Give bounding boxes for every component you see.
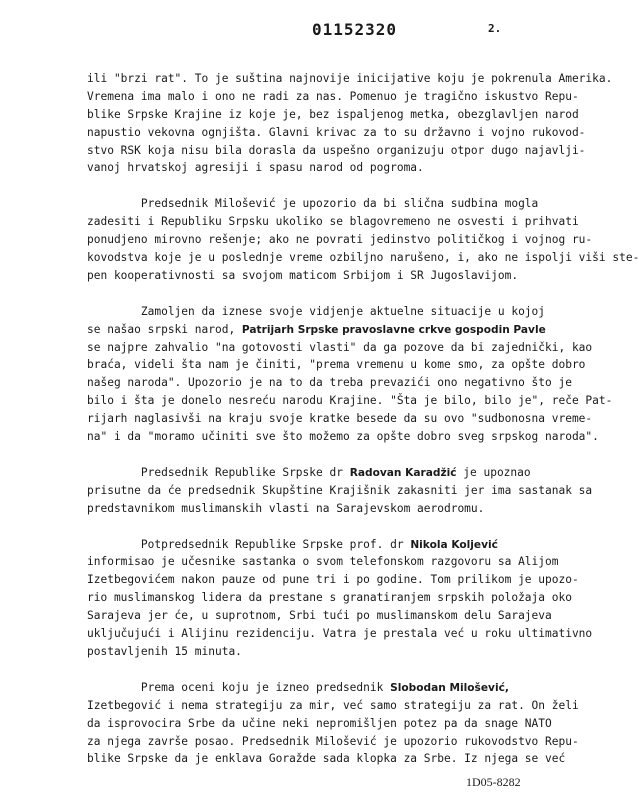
- milosevic-name: Slobodan Milošević,: [390, 681, 509, 694]
- text-line: bilo i šta je donelo nesreću narodu Krajine. "Šta je bilo, bilo je", reče Pat-: [87, 394, 613, 408]
- line-text: Potpredsednik Republike Srpske prof. dr: [87, 537, 411, 551]
- line-text: Predsednik Republike Srpske dr: [87, 465, 350, 479]
- text-line: napustio vekovna ognjišta. Glavni krivac za to su državno i vojno rukovod-: [87, 125, 586, 139]
- paragraph-1: [87, 70, 613, 177]
- text-line: kovodstva koje je u poslednje vreme ozbiljno narušeno, i, ako ne ispolji viši ste-: [87, 251, 639, 265]
- document-body: [87, 70, 639, 768]
- text-line: predstavnikom muslimanskih vlasti na Sarajevskom aerodromu.: [87, 501, 485, 515]
- text-line: našeg naroda". Upozorio je na to da treba prevazići ono negativno što je: [87, 376, 572, 390]
- text-line: rio muslimanskog lidera da prestane s granatiranjem srpskih položaja oko: [87, 591, 572, 605]
- document-number: 01152320: [312, 20, 398, 39]
- text-line: Izetbegovićem nakon pauze od pune tri i po godine. Tom prilikom je upozo-: [87, 573, 579, 587]
- text-line: [87, 679, 549, 697]
- text-line: ponudjeno mirovno rešenje; ako ne povrati jedinstvo političkog i vojnog ru-: [87, 233, 593, 247]
- text-line: [87, 464, 549, 482]
- text-line: Vremena ima malo i ono ne radi za nas. Pomenuo je tragično iskustvo Repu-: [87, 89, 579, 103]
- text-line: za njega završe posao. Predsednik Milošević je upozorio rukovodstvo Repu-: [87, 734, 579, 748]
- text-line: rijarh naglasivši na kraju svoje kratke besede da su ovo "sudbonosna vreme-: [87, 412, 593, 426]
- text-line: [87, 321, 549, 339]
- patriarch-name: Patrijarh Srpske pravoslavne crkve gospodin Pavle: [241, 323, 546, 336]
- karadzic-name: Radovan Karadžić: [349, 466, 457, 479]
- archive-stamp: 1D05-8282: [466, 775, 521, 789]
- text-line: uključujući i Alijinu rezidenciju. Vatra je prestala već u roku ultimativno: [87, 627, 593, 641]
- text-line: zadesiti i Republiku Srpsku ukoliko se blagovremeno ne osvesti i prihvati: [87, 215, 579, 229]
- text-line: prisutne da će predsednik Skupštine Krajišnik zakasniti jer ima sastanak sa: [87, 483, 593, 497]
- line-text: Prema oceni koju je izneo predsednik: [87, 680, 391, 694]
- paragraph-5: [87, 536, 593, 661]
- text-line: Sarajeva jer će, u suprotnom, Srbi tući po muslimanskom delu Sarajeva: [87, 609, 552, 623]
- paragraph-4: [87, 464, 593, 518]
- text-line: Izetbegović i nema strategiju za mir, već samo strategiju za rat. On želi: [87, 698, 579, 712]
- text-line: blike Srpske Krajine iz koje je, bez ispaljenog metka, obezglavljen narod: [87, 107, 579, 121]
- page-number: 2.: [488, 22, 502, 35]
- text-line: informisao je učesnike sastanka o svom telefonskom razgovoru sa Alijom: [87, 555, 559, 569]
- text-line: braća, videli šta nam je činiti, "prema vremenu u kome smo, za opšte dobro: [87, 358, 586, 372]
- line-text: je upoznao: [456, 465, 531, 479]
- text-line: da isprovocira Srbe da učine neki nepromišljen potez pa da snage NATO: [87, 716, 552, 730]
- text-line: na" i da "moramo učiniti sve što možemo za opšte dobro sveg srpskog naroda".: [87, 430, 599, 444]
- paragraph-2: [87, 195, 639, 284]
- text-line: vanoj hrvatskoj agresiji i spasu narod od pogroma.: [87, 161, 424, 175]
- text-line: stvo RSK koja nisu bila dorasla da uspešno organizuju otpor dugo najavlji-: [87, 143, 586, 157]
- text-line: [87, 536, 549, 554]
- paragraph-3: [87, 303, 613, 446]
- text-line: pen kooperativnosti sa svojom maticom Srbijom i SR Jugoslavijom.: [87, 268, 519, 282]
- text-line: blike Srpske da je enklava Goražde sada klopka za Srbe. Iz njega se već: [87, 752, 566, 766]
- text-line: postavljenih 15 minuta.: [87, 644, 242, 658]
- text-line: Zamoljen da iznese svoje vidjenje aktuelne situacije u kojoj: [87, 304, 546, 318]
- text-line: ili "brzi rat". To je suština najnovije inicijative koju je pokrenula Amerika.: [87, 72, 613, 85]
- paragraph-6: [87, 679, 579, 768]
- text-line: Predsednik Milošević je upozorio da bi slična sudbina mogla: [87, 197, 539, 211]
- line-text: se našao srpski narod,: [87, 322, 242, 336]
- text-line: se najpre zahvalio "na gotovosti vlasti" da ga pozove da bi zajednički, kao: [87, 340, 593, 354]
- koljevic-name: Nikola Koljević: [410, 538, 498, 551]
